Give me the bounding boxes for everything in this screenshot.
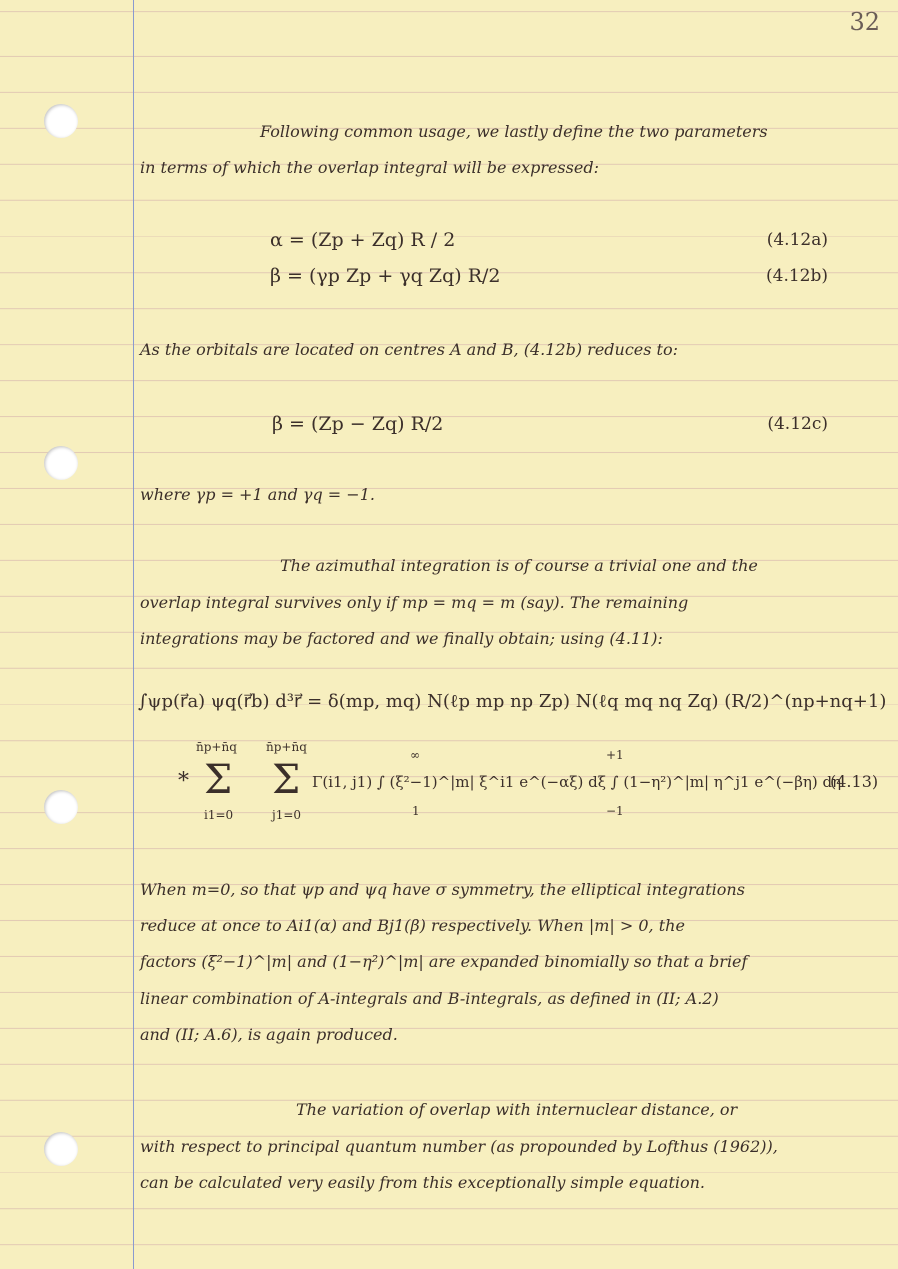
- equation-label-4-12c: (4.12c): [767, 414, 828, 434]
- integral2-upper-limit: +1: [606, 748, 624, 762]
- para4-line1: The azimuthal integration is of course a trivial one and the: [280, 556, 758, 575]
- punch-hole: [44, 104, 78, 138]
- equation-4-12c: β = (Zp − Zq) R/2: [272, 413, 444, 435]
- summation-sign: Σ: [272, 757, 301, 803]
- equation-label-4-12b: (4.12b): [766, 266, 828, 286]
- equation-label-4-13: (4.13): [830, 772, 879, 791]
- sum2-lower-limit: j1=0: [272, 808, 302, 822]
- para4-line2: overlap integral survives only if mp = mq = m (say). The remaining: [140, 593, 689, 612]
- punch-hole: [44, 790, 78, 824]
- summation-sign: Σ: [204, 757, 233, 803]
- para1-line2: in terms of which the overlap integral will be expressed:: [140, 158, 599, 177]
- para4-line3: integrations may be factored and we finally obtain; using (4.11):: [140, 629, 663, 648]
- para6-line2: with respect to principal quantum number (as propounded by Lofthus (1962)),: [140, 1137, 778, 1156]
- sum1-lower-limit: i1=0: [204, 808, 234, 822]
- integral1-lower-limit: 1: [412, 804, 420, 818]
- integral1-upper-limit: ∞: [410, 748, 420, 762]
- para5-line5: and (II; A.6), is again produced.: [140, 1025, 398, 1044]
- sum2-upper-limit: n̄p+n̄q: [266, 740, 307, 754]
- margin-line: [133, 0, 134, 1269]
- para3-line1: where γp = +1 and γq = −1.: [140, 485, 375, 504]
- equation-4-12b: β = (γp Zp + γq Zq) R/2: [270, 265, 501, 287]
- para5-line3: factors (ξ²−1)^|m| and (1−η²)^|m| are expanded binomially so that a brief: [140, 952, 748, 971]
- sum1-upper-limit: n̄p+n̄q: [196, 740, 237, 754]
- para5-line4: linear combination of A-integrals and B-integrals, as defined in (II; A.2): [140, 989, 719, 1008]
- equation-4-12a: α = (Zp + Zq) R / 2: [270, 229, 456, 251]
- para5-line2: reduce at once to Ai1(α) and Bj1(β) respectively. When |m| > 0, the: [140, 916, 685, 935]
- integral2-lower-limit: −1: [606, 804, 624, 818]
- para6-line1: The variation of overlap with internuclear distance, or: [296, 1100, 738, 1119]
- para2-line1: As the orbitals are located on centres A and B, (4.12b) reduces to:: [140, 340, 679, 359]
- page-number: 32: [849, 8, 880, 36]
- equation-label-4-12a: (4.12a): [766, 230, 828, 250]
- para6-line3: can be calculated very easily from this exceptionally simple equation.: [140, 1173, 706, 1192]
- para1-line1: Following common usage, we lastly define the two parameters: [260, 122, 768, 141]
- equation-4-13-rhs: Γ(i1, j1) ∫ (ξ²−1)^|m| ξ^i1 e^(−αξ) dξ ∫ (1−η²)^|m| η^j1 e^(−βη) dη: [312, 773, 842, 791]
- para5-line1: When m=0, so that ψp and ψq have σ symmetry, the elliptical integrations: [140, 880, 745, 899]
- multiply-star: *: [178, 769, 189, 794]
- punch-hole: [44, 1132, 78, 1166]
- punch-hole: [44, 446, 78, 480]
- equation-4-13-lhs: ∫ψp(r⃗a) ψq(r⃗b) d³r⃗ = δ(mp, mq) N(ℓp mp np Zp) N(ℓq mq nq Zq) (R/2)^(np+nq+1): [138, 691, 887, 712]
